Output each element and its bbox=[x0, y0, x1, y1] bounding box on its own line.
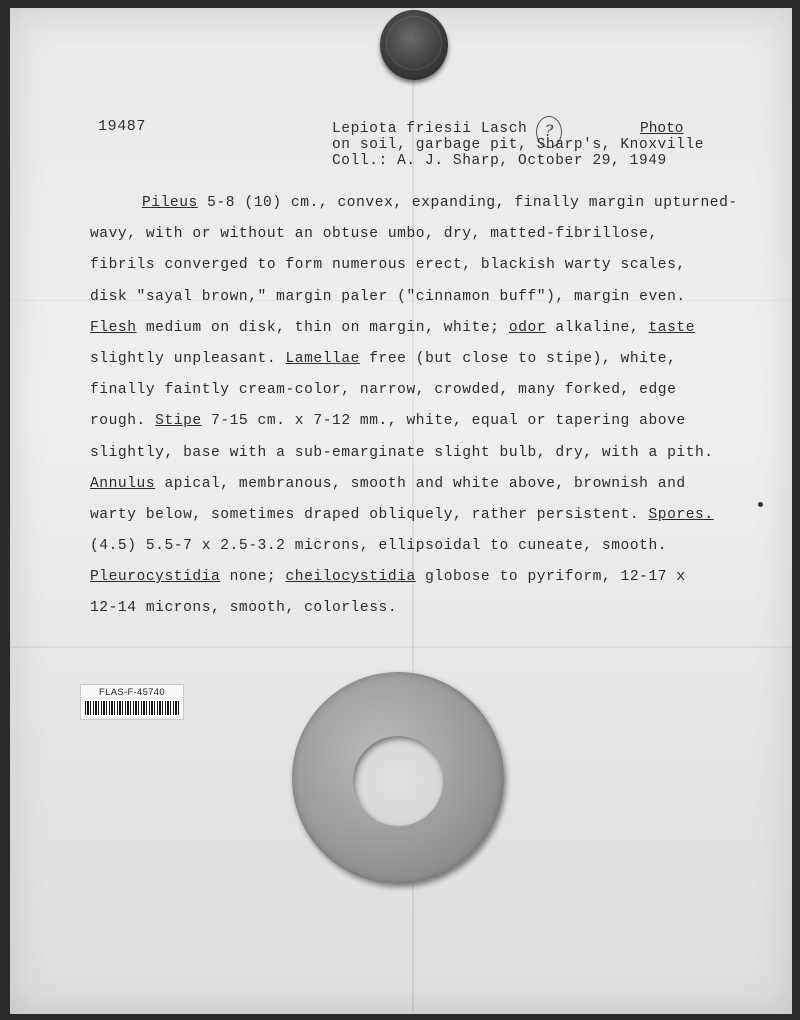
species-name: Lepiota friesii Lasch bbox=[332, 121, 528, 137]
term-flesh: Flesh bbox=[90, 319, 137, 336]
paper-fold-horizontal bbox=[10, 646, 792, 648]
description-line: 12-14 microns, smooth, colorless. bbox=[90, 600, 398, 617]
label-id: FLAS-F-45740 bbox=[99, 687, 165, 698]
description-line: Pleurocystidia none; cheilocystidia globose to pyriform, 12-17 x bbox=[90, 569, 686, 586]
habitat-line: on soil, garbage pit, Sharp's, Knoxville bbox=[332, 137, 705, 153]
description-line: slightly, base with a sub-emarginate slight bulb, dry, with a pith. bbox=[90, 444, 714, 461]
description-line: slightly unpleasant. Lamellae free (but close to stipe), white, bbox=[90, 350, 677, 367]
description-line: fibrils converged to form numerous erect, blackish warty scales, bbox=[90, 257, 686, 274]
ink-speck bbox=[758, 502, 763, 507]
description-line: Annulus apical, membranous, smooth and white above, brownish and bbox=[90, 475, 686, 492]
term-annulus: Annulus bbox=[90, 475, 156, 492]
photo-label: Photo bbox=[640, 121, 684, 137]
accession-number: 19487 bbox=[98, 118, 147, 135]
description-line: disk "sayal brown," margin paler ("cinnamon buff"), margin even. bbox=[90, 288, 686, 305]
handwritten-question-mark: ? bbox=[536, 116, 562, 148]
term-pleurocystidia: Pleurocystidia bbox=[90, 569, 221, 586]
description-line: Flesh medium on disk, thin on margin, white; odor alkaline, taste bbox=[90, 319, 696, 336]
coin-weight bbox=[380, 10, 448, 80]
metal-washer-weight bbox=[292, 672, 504, 884]
term-spores: Spores. bbox=[648, 506, 714, 523]
term-taste: taste bbox=[648, 319, 696, 336]
washer-hole bbox=[353, 736, 443, 826]
term-cheilocystidia: cheilocystidia bbox=[285, 569, 416, 586]
description-text bbox=[90, 188, 770, 625]
term-odor: odor bbox=[508, 319, 547, 336]
term-lamellae: Lamellae bbox=[285, 350, 360, 367]
herbarium-barcode-label bbox=[80, 684, 184, 720]
barcode-icon bbox=[85, 701, 179, 715]
description-line: wavy, with or without an obtuse umbo, dry, matted-fibrillose, bbox=[90, 226, 658, 243]
term-pileus: Pileus bbox=[142, 195, 198, 211]
collection-line: Coll.: A. J. Sharp, October 29, 1949 bbox=[332, 153, 667, 169]
description-line: warty below, sometimes draped obliquely, rather persistent. Spores. bbox=[90, 506, 714, 523]
term-stipe: Stipe bbox=[155, 413, 202, 430]
description-line: finally faintly cream-color, narrow, crowded, many forked, edge bbox=[90, 382, 677, 399]
description-line: (4.5) 5.5-7 x 2.5-3.2 microns, ellipsoidal to cuneate, smooth. bbox=[90, 538, 668, 555]
description-line: rough. Stipe 7-15 cm. x 7-12 mm., white, equal or tapering above bbox=[90, 413, 686, 430]
description-line: Pileus 5-8 (10) cm., convex, expanding, finally margin upturned- bbox=[142, 195, 738, 211]
